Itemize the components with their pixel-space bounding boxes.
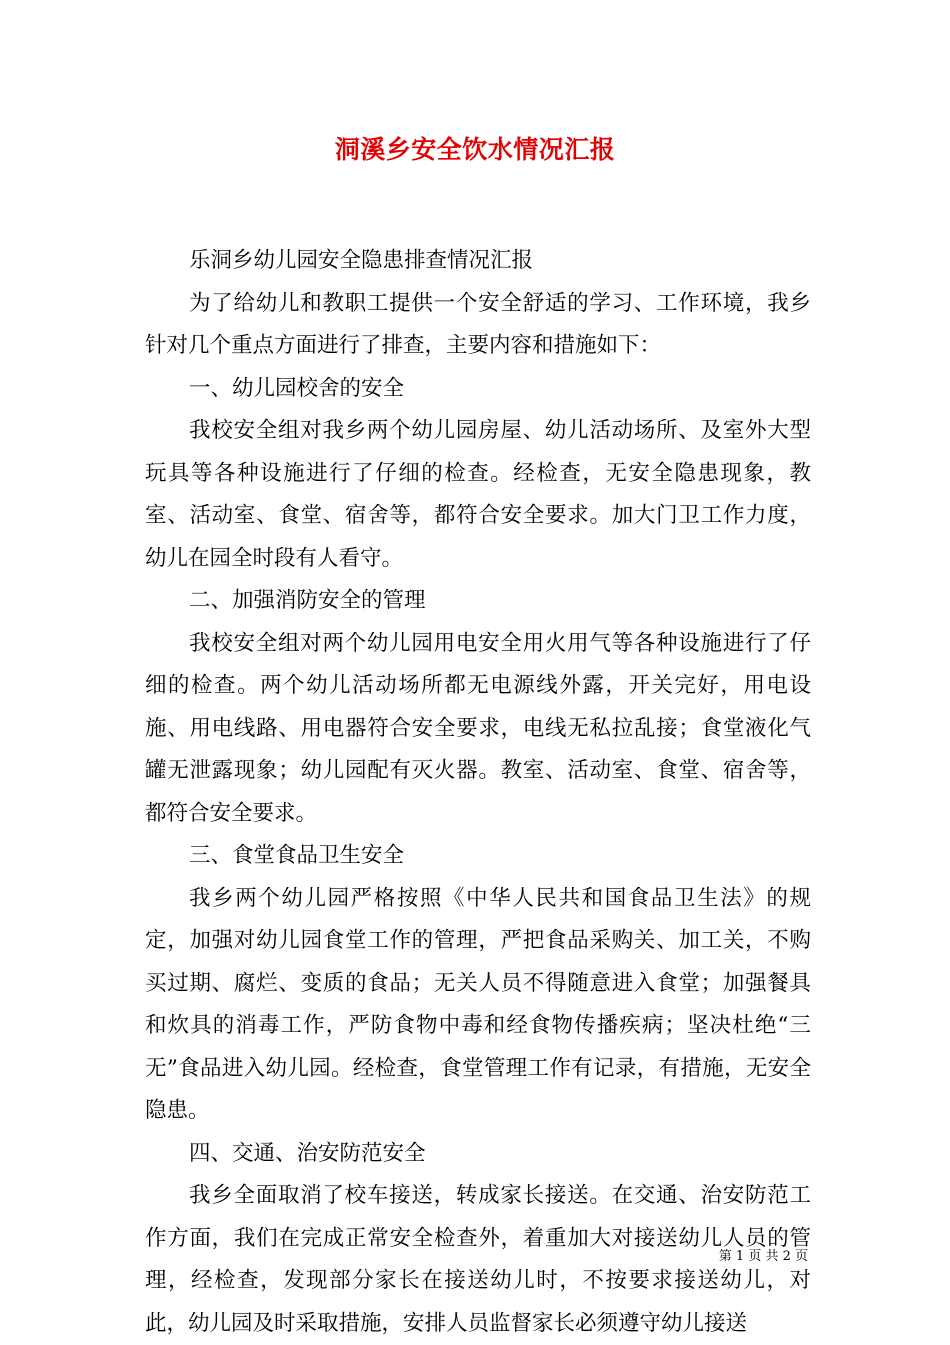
section-heading: 四、交通、治安防范安全 [189, 1140, 426, 1166]
section-heading: 二、加强消防安全的管理 [189, 588, 426, 613]
section-heading: 三、食堂食品卫生安全 [189, 843, 405, 868]
paragraph: 我校安全组对我乡两个幼儿园房屋、幼儿活动场所、及室外大型玩具等各种设施进行了仔细的检查。经检查，无安全隐患现象，教室、活动室、食堂、宿舍等，都符合安全要求。加大门卫工作力度，幼儿在园全时段有人看守。 [145, 418, 811, 571]
paragraph: 我乡两个幼儿园严格按照《中华人民共和国食品卫生法》的规定，加强对幼儿园食堂工作的管理，严把食品采购关、加工关，不购买过期、腐烂、变质的食品；无关人员不得随意进入食堂；加强餐具和炊具的消毒工作，严防食物中毒和经食物传播疾病；坚决杜绝“三无”食品进入幼儿园。经检查，食堂管理工作有记录，有措施，无安全隐患。 [145, 885, 811, 1123]
document-title: 洞溪乡安全饮水情况汇报 [334, 135, 616, 164]
section-heading: 一、幼儿园校舍的安全 [189, 375, 405, 401]
page-number: 第 1 页 共 2 页 [718, 1249, 808, 1264]
document-body [145, 240, 811, 1345]
paragraph: 乐洞乡幼儿园安全隐患排查情况汇报 [189, 248, 534, 273]
paragraph: 为了给幼儿和教职工提供一个安全舒适的学习、工作环境，我乡针对几个重点方面进行了排查，主要内容和措施如下： [145, 290, 811, 358]
paragraph: 我校安全组对两个幼儿园用电安全用火用气等各种设施进行了仔细的检查。两个幼儿活动场所都无电源线外露，开关完好，用电设施、用电线路、用电器符合安全要求，电线无私拉乱接；食堂液化气罐无泄露现象；幼儿园配有灭火器。教室、活动室、食堂、宿舍等，都符合安全要求。 [145, 630, 811, 826]
paragraph: 我乡全面取消了校车接送，转成家长接送。在交通、治安防范工作方面，我们在完成正常安全检查外，着重加大对接送幼儿人员的管理，经检查，发现部分家长在接送幼儿时，不按要求接送幼儿，对此，幼儿园及时采取措施，安排人员监督家长必须遵守幼儿接送 [145, 1183, 811, 1336]
